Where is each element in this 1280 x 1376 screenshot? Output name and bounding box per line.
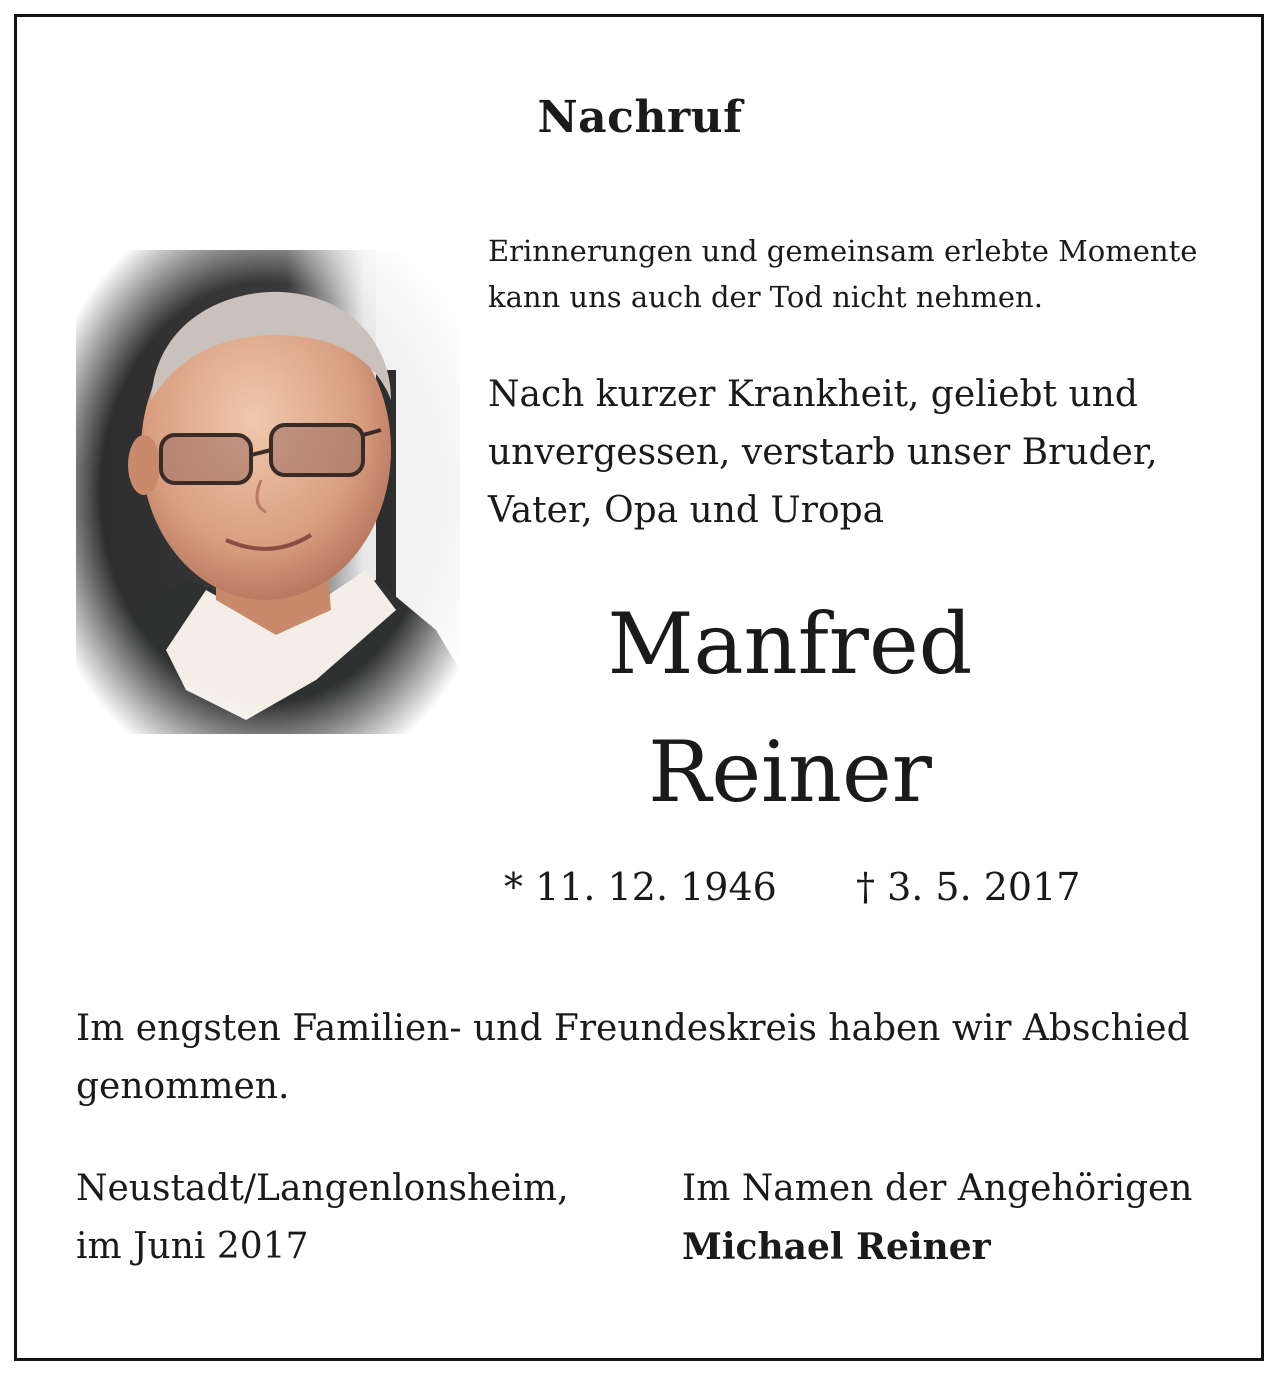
farewell-line-1: Im engsten Familien- und Freundeskreis haben wir Abschied [76, 1008, 1190, 1049]
signature-block [682, 1160, 1193, 1276]
intro-line-1: Nach kurzer Krankheit, geliebt und [488, 374, 1138, 415]
quote-line-2: kann uns auch der Tod nicht nehmen. [488, 280, 1043, 314]
farewell-text [76, 1000, 1236, 1116]
farewell-line-2: genommen. [76, 1066, 290, 1107]
birth-date: * 11. 12. 1946 [504, 865, 777, 909]
deceased-first-name: Manfred [607, 595, 973, 693]
death-date: † 3. 5. 2017 [856, 865, 1081, 909]
portrait-photo [76, 250, 460, 734]
notice-heading: Nachruf [537, 92, 743, 143]
memorial-quote [488, 228, 1228, 320]
quote-line-1: Erinnerungen und gemeinsam erlebte Momente [488, 234, 1198, 268]
intro-line-2: unvergessen, verstarb unser Bruder, [488, 432, 1158, 473]
intro-line-3: Vater, Opa und Uropa [488, 490, 885, 531]
signature-name: Michael Reiner [682, 1226, 991, 1268]
signature-intro: Im Namen der Angehörigen [682, 1168, 1193, 1209]
deceased-last-name: Reiner [648, 723, 932, 821]
place-line: Neustadt/Langenlonsheim, [76, 1168, 569, 1209]
intro-text [488, 366, 1228, 540]
place-and-date [76, 1160, 569, 1276]
date-line: im Juni 2017 [76, 1226, 309, 1267]
